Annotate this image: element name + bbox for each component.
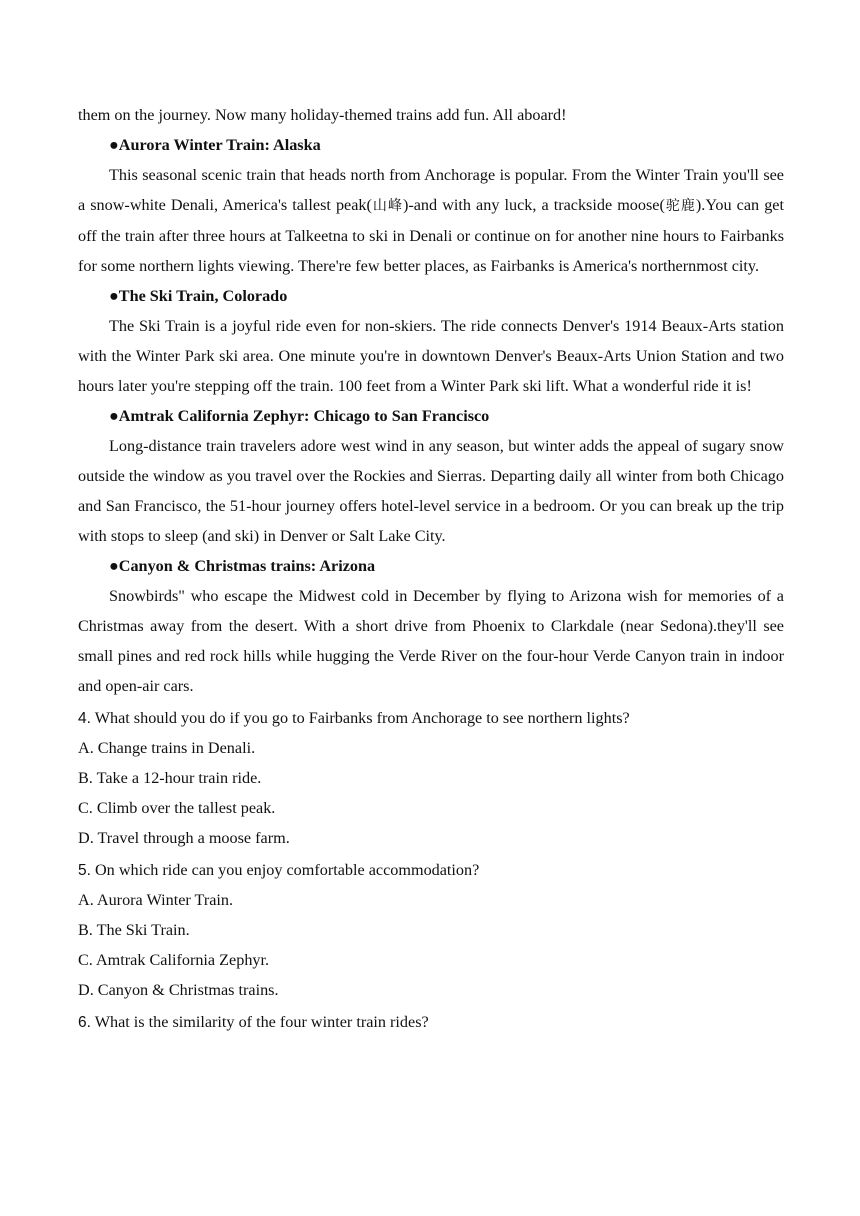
question-6 bbox=[78, 1007, 784, 1037]
question-6-number: 6. bbox=[78, 1014, 91, 1031]
section-heading-zephyr: ●Amtrak California Zephyr: Chicago to San Francisco bbox=[109, 407, 490, 425]
section-heading-aurora: ●Aurora Winter Train: Alaska bbox=[109, 136, 321, 154]
question-6-text: What is the similarity of the four winter train rides? bbox=[94, 1013, 429, 1031]
passage-intro-line: them on the journey. Now many holiday-themed trains add fun. All aboard! bbox=[78, 106, 567, 124]
section-body-canyon: Snowbirds" who escape the Midwest cold in December by flying to Arizona wish for memories of a Christmas away from the desert. With a short drive from Phoenix to Clarkdale (near Sedona).they'll see small pines and red rock hills while hugging the Verde River on the four-hour Verde Canyon train in indoor and open-air cars. bbox=[78, 587, 784, 695]
aurora-text-part-2: )-and with any luck, a trackside moose( bbox=[402, 196, 665, 214]
section-body-zephyr: Long-distance train travelers adore west wind in any season, but winter adds the appeal of sugary snow outside the window as you travel over the Rockies and Sierras. Departing daily all winter from both Chicago and San Francisco, the 51-hour journey offers hotel-level service in a bedroom. Or you can break up the trip with stops to sleep (and ski) in Denver or Salt Lake City. bbox=[78, 437, 784, 545]
question-5-option-b: B. The Ski Train. bbox=[78, 921, 190, 939]
question-5-number: 5. bbox=[78, 862, 91, 879]
question-5-text: On which ride can you enjoy comfortable accommodation? bbox=[94, 861, 480, 879]
aurora-gloss-peak: 山峰 bbox=[371, 198, 403, 214]
section-heading-canyon: ●Canyon & Christmas trains: Arizona bbox=[109, 557, 376, 575]
question-5-option-a: A. Aurora Winter Train. bbox=[78, 891, 234, 909]
question-4-number: 4. bbox=[78, 710, 91, 727]
aurora-gloss-moose: 驼鹿 bbox=[664, 198, 696, 214]
question-4-text: What should you do if you go to Fairbanks from Anchorage to see northern lights? bbox=[94, 709, 630, 727]
question-5-option-c: C. Amtrak California Zephyr. bbox=[78, 951, 270, 969]
question-5-option-d: D. Canyon & Christmas trains. bbox=[78, 981, 279, 999]
document-page bbox=[78, 100, 784, 1037]
section-body-ski-train: The Ski Train is a joyful ride even for non-skiers. The ride connects Denver's 1914 Beaux-Arts station with the Winter Park ski area. One minute you're in downtown Denver's Beaux-Arts Union Station and two hours later you're stepping off the train. 100 feet from a Winter Park ski lift. What a wonderful ride it is! bbox=[78, 317, 784, 395]
question-4-option-b: B. Take a 12-hour train ride. bbox=[78, 769, 262, 787]
aurora-text-part-1: This seasonal scenic train that heads north from Anchorage is popular. From the Winter Train you'll see a snow-white Denali, America's tallest peak( bbox=[78, 166, 784, 214]
question-4-option-a: A. Change trains in Denali. bbox=[78, 739, 256, 757]
question-4-option-c: C. Climb over the tallest peak. bbox=[78, 799, 276, 817]
question-4 bbox=[78, 703, 784, 733]
section-heading-ski-train: ●The Ski Train, Colorado bbox=[109, 287, 288, 305]
section-body-aurora bbox=[78, 160, 784, 281]
aurora-text-part-3: ).You can get off the train after three hours at Talkeetna to ski in Denali or continue on for another nine hours to Fairbanks for some northern lights viewing. There're few better places, as Fairbanks is America's northernmost city. bbox=[78, 196, 784, 275]
question-4-option-d: D. Travel through a moose farm. bbox=[78, 829, 290, 847]
question-5 bbox=[78, 855, 784, 885]
